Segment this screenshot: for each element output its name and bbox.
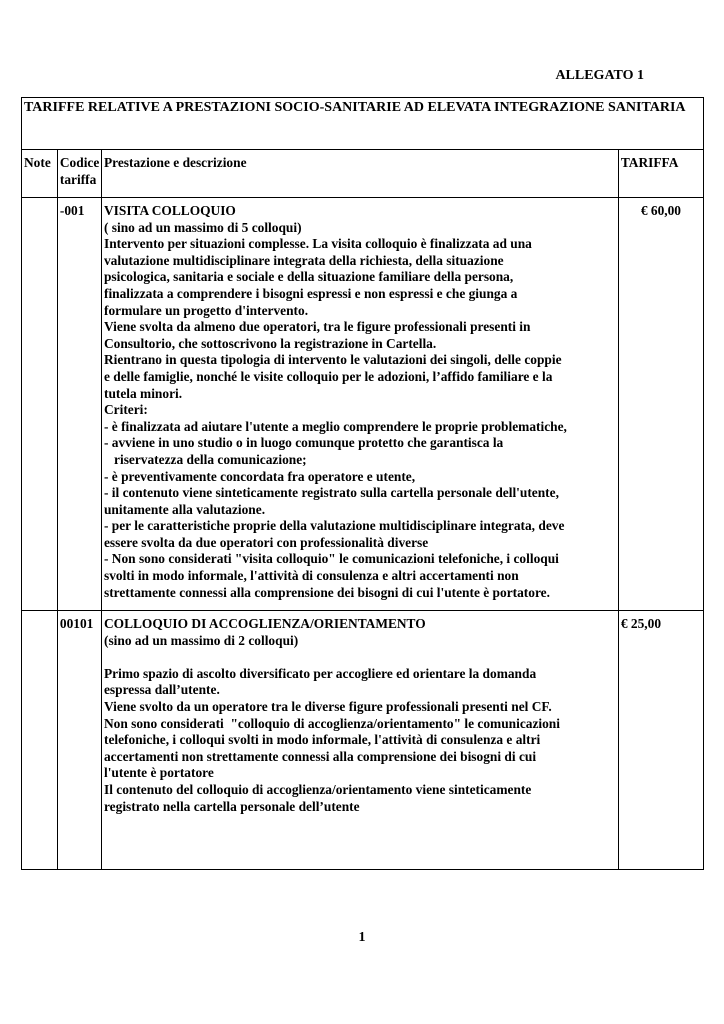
description-line: - per le caratteristiche proprie della valutazione multidisciplinare integrata, deve: [103, 518, 565, 534]
header-tariffa: TARIFFA: [618, 150, 703, 198]
row-note: [22, 611, 58, 870]
description-line: Intervento per situazioni complesse. La visita colloquio è finalizzata ad una: [103, 236, 532, 252]
row-codice: -001: [57, 198, 101, 611]
row-codice: 00101: [57, 611, 101, 870]
row-note: [22, 198, 58, 611]
allegato-label: ALLEGATO 1: [555, 68, 644, 83]
row-tariffa: € 25,00: [618, 611, 703, 870]
description-line: unitamente alla valutazione.: [103, 501, 266, 517]
header-note: Note: [22, 150, 58, 198]
blank-line: [104, 649, 616, 666]
description-line: finalizzata a comprendere i bisogni espressi e non espressi e che giunga a: [103, 285, 518, 301]
page-number: 1: [358, 930, 366, 945]
header-prestazione: Prestazione e descrizione: [101, 150, 618, 198]
tariffe-table: [21, 97, 704, 870]
description-line: Criteri:: [103, 402, 148, 418]
description-line: psicologica, sanitaria e sociale e della situazione familiare della persona,: [103, 269, 514, 285]
description-line: registrato nella cartella personale dell’utente: [103, 798, 360, 814]
description-line: svolti in modo informale, l'attività di consulenza e altri accertamenti non: [103, 568, 519, 584]
description-line: Rientrano in questa tipologia di intervento le valutazioni dei singoli, delle coppie: [103, 352, 562, 368]
header-codice: Codice tariffa: [57, 150, 101, 198]
description-line: Viene svolto da un operatore tra le diverse figure professionali presenti nel CF.: [103, 698, 552, 714]
description-line: - Non sono considerati "visita colloquio" le comunicazioni telefoniche, i colloqui: [103, 551, 559, 567]
description-line: - è finalizzata ad aiutare l'utente a meglio comprendere le proprie problematiche,: [103, 418, 567, 434]
row-tariffa: € 60,00: [618, 198, 703, 611]
description-line: riservatezza della comunicazione;: [103, 451, 307, 467]
description-line: Consultorio, che sottoscrivono la registrazione in Cartella.: [103, 335, 437, 351]
description-line: strettamente connessi alla comprensione dei bisogni di cui l'utente è portatore.: [103, 584, 550, 600]
description-line: - il contenuto viene sinteticamente registrato sulla cartella personale dell'utente,: [103, 485, 559, 501]
description-line: accertamenti non strettamente connessi alla comprensione dei bisogni di cui: [103, 748, 537, 764]
description-line: Primo spazio di ascolto diversificato per accogliere ed orientare la domanda: [103, 665, 537, 681]
row-description: [101, 198, 618, 611]
description-line: Viene svolta da almeno due operatori, tra le figure professionali presenti in: [103, 319, 531, 335]
table-title: TARIFFE RELATIVE A PRESTAZIONI SOCIO-SANITARIE AD ELEVATA INTEGRAZIONE SANITARIA: [22, 98, 704, 150]
description-line: - avviene in uno studio o in luogo comunque protetto che garantisca la: [103, 435, 504, 451]
description-line: telefoniche, i colloqui svolti in modo informale, l'attività di consulenza e altri: [103, 732, 541, 748]
description-line: - è preventivamente concordata fra operatore e utente,: [103, 468, 416, 484]
table-row: [22, 198, 704, 611]
description-line: valutazione multidisciplinare integrata della richiesta, della situazione: [103, 252, 504, 268]
table-header-row: [22, 150, 704, 198]
row-description: [101, 611, 618, 870]
description-line: espressa dall’utente.: [103, 682, 220, 698]
description-line: tutela minori.: [103, 385, 183, 401]
description-line: e delle famiglie, nonché le visite colloquio per le adozioni, l’affido familiare e la: [103, 368, 553, 384]
description-line: ( sino ad un massimo di 5 colloqui): [103, 219, 302, 235]
description-line: (sino ad un massimo di 2 colloqui): [103, 632, 299, 648]
description-line: l'utente è portatore: [103, 765, 214, 781]
description-line: formulare un progetto d'intervento.: [103, 302, 309, 318]
table-row: [22, 611, 704, 870]
description-line: VISITA COLLOQUIO: [103, 203, 236, 218]
description-line: Il contenuto del colloquio di accoglienza/orientamento viene sinteticamente: [103, 781, 532, 797]
description-line: essere svolta da due operatori con professionalità diverse: [103, 534, 429, 550]
description-line: COLLOQUIO DI ACCOGLIENZA/ORIENTAMENTO: [103, 616, 426, 631]
description-line: Non sono considerati "colloquio di accoglienza/orientamento" le comunicazioni: [103, 715, 560, 731]
